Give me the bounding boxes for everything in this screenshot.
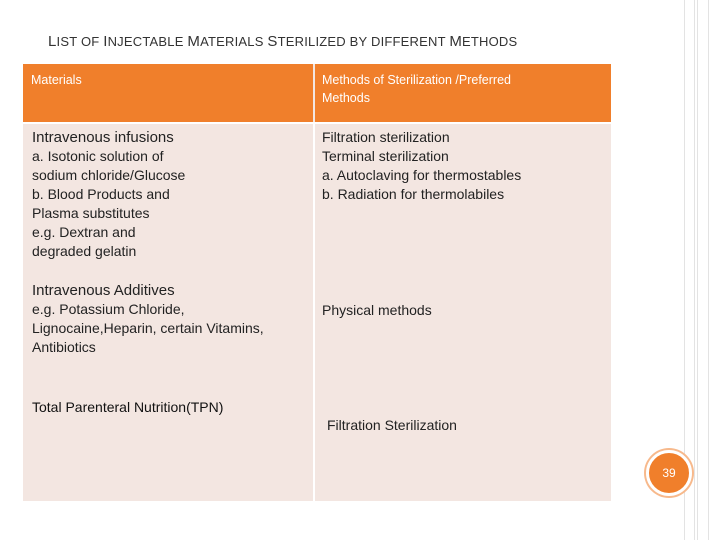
column-divider <box>313 124 315 501</box>
page-number-badge: 39 <box>646 450 692 496</box>
method-line: Terminal sterilization <box>322 148 449 164</box>
row-1-materials <box>32 128 307 261</box>
method-line: Physical methods <box>322 302 432 318</box>
row-3-materials <box>32 398 312 417</box>
title-part: TERILIZED BY DIFFERENT <box>277 34 450 49</box>
title-part: I <box>103 33 108 50</box>
material-line: b. Blood Products and <box>32 186 170 202</box>
row-2-methods <box>322 301 607 320</box>
row-2-materials <box>32 281 312 357</box>
title-part: IST OF <box>56 34 104 49</box>
material-line: degraded gelatin <box>32 243 137 259</box>
title-part: L <box>48 33 57 50</box>
header-methods <box>315 64 611 122</box>
title-part: M <box>449 33 463 50</box>
header-materials: Materials <box>23 64 313 122</box>
decorative-line <box>694 0 695 540</box>
method-line: b. Radiation for thermolabiles <box>322 186 505 202</box>
material-title: Intravenous Additives <box>32 282 175 299</box>
decorative-line <box>708 0 709 540</box>
title-part: ATERIALS <box>200 34 268 49</box>
method-line: a. Autoclaving for thermostables <box>322 167 522 183</box>
header-methods-line: Methods <box>322 91 370 105</box>
material-line: e.g. Dextran and <box>32 224 136 240</box>
row-3-methods <box>327 416 607 435</box>
material-line: a. Isotonic solution of <box>32 148 164 164</box>
method-line: Filtration sterilization <box>322 129 450 145</box>
title-part: M <box>187 33 201 50</box>
material-line: Antibiotics <box>32 339 96 355</box>
material-line: Lignocaine,Heparin, certain Vitamins, <box>32 320 264 336</box>
title-part: S <box>267 33 278 50</box>
material-line: Plasma substitutes <box>32 205 150 221</box>
method-line: Filtration Sterilization <box>327 417 457 433</box>
title-part: NJECTABLE <box>107 34 188 49</box>
material-line: e.g. Potassium Chloride, <box>32 301 185 317</box>
material-title: Total Parenteral Nutrition(TPN) <box>32 399 224 415</box>
material-title: Intravenous infusions <box>32 129 174 146</box>
decorative-line <box>697 0 698 540</box>
slide-title <box>48 33 517 50</box>
sterilization-table <box>23 64 611 501</box>
row-1-methods <box>322 128 607 204</box>
title-part: ETHODS <box>462 34 518 49</box>
material-line: sodium chloride/Glucose <box>32 167 186 183</box>
header-methods-line: Methods of Sterilization /Preferred <box>322 73 511 87</box>
row-divider <box>23 122 611 124</box>
